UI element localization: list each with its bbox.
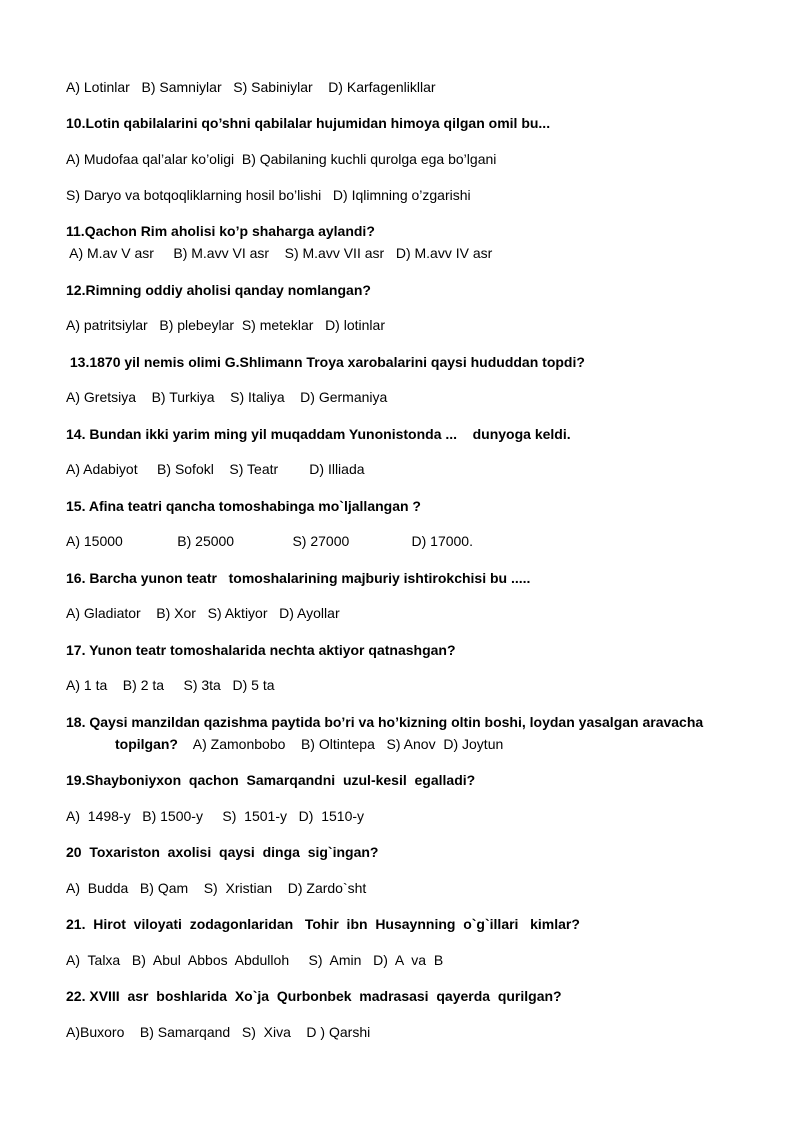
answer-options-18: A) Zamonbobo B) Oltintepa S) Anov D) Joytun bbox=[178, 736, 504, 752]
answer-options-17: A) 1 ta B) 2 ta S) 3ta D) 5 ta bbox=[66, 677, 275, 693]
answer-options-20: A) Budda B) Qam S) Xristian D) Zardo`sht bbox=[66, 880, 367, 896]
question-15: 15. Afina teatri qancha tomoshabinga mo`ljallangan ? bbox=[66, 498, 421, 514]
question-20: 20 Toxariston axolisi qaysi dinga sig`ingan? bbox=[66, 844, 379, 860]
question-18: 18. Qaysi manzildan qazishma paytida bo’ri va ho’kizning oltin boshi, loydan yasalgan aravacha bbox=[66, 714, 704, 730]
answer-options-13: A) Gretsiya B) Turkiya S) Italiya D) Germaniya bbox=[66, 389, 388, 405]
question-14: 14. Bundan ikki yarim ming yil muqaddam Yunonistonda ... dunyoga keldi. bbox=[66, 426, 571, 442]
question-18-tail: topilgan? bbox=[115, 736, 178, 752]
question-16: 16. Barcha yunon teatr tomoshalarining majburiy ishtirokchisi bu ..... bbox=[66, 570, 531, 586]
answer-options-22: A)Buxoro B) Samarqand S) Xiva D ) Qarshi bbox=[66, 1024, 371, 1040]
answer-options-12: A) patritsiylar B) plebeylar S) meteklar D) lotinlar bbox=[66, 317, 385, 333]
question-22: 22. XVIII asr boshlarida Xo`ja Qurbonbek madrasasi qayerda qurilgan? bbox=[66, 988, 562, 1004]
question-13: 13.1870 yil nemis olimi G.Shlimann Troya xarobalarini qaysi hududdan topdi? bbox=[66, 354, 585, 370]
question-21: 21. Hirot viloyati zodagonlaridan Tohir ibn Husaynning o`g`illari kimlar? bbox=[66, 916, 580, 932]
question-18-continuation bbox=[115, 735, 503, 753]
question-19: 19.Shayboniyxon qachon Samarqandni uzul-kesil egalladi? bbox=[66, 772, 476, 788]
question-11: 11.Qachon Rim aholisi ko’p shaharga aylandi? bbox=[66, 223, 375, 239]
answer-options-16: A) Gladiator B) Xor S) Aktiyor D) Ayollar bbox=[66, 605, 340, 621]
question-12: 12.Rimning oddiy aholisi qanday nomlangan? bbox=[66, 282, 371, 298]
answer-options-19: A) 1498-y B) 1500-y S) 1501-y D) 1510-y bbox=[66, 808, 365, 824]
answer-options-21: A) Talxa B) Abul Abbos Abdulloh S) Amin D) A va B bbox=[66, 952, 444, 968]
answer-options-11: A) M.av V asr B) M.avv VI asr S) M.avv VII asr D) M.avv IV asr bbox=[66, 245, 493, 261]
answer-options-14: A) Adabiyot B) Sofokl S) Teatr D) Illiada bbox=[66, 461, 365, 477]
answer-options-9: A) Lotinlar B) Samniylar S) Sabiniylar D) Karfagenlikllar bbox=[66, 79, 436, 95]
answer-options-10b: S) Daryo va botqoqliklarning hosil bo’lishi D) Iqlimning o’zgarishi bbox=[66, 187, 471, 203]
question-17: 17. Yunon teatr tomoshalarida nechta aktiyor qatnashgan? bbox=[66, 642, 456, 658]
question-10: 10.Lotin qabilalarini qo’shni qabilalar hujumidan himoya qilgan omil bu... bbox=[66, 115, 551, 131]
answer-options-15: A) 15000 B) 25000 S) 27000 D) 17000. bbox=[66, 533, 473, 549]
answer-options-10a: A) Mudofaa qal’alar ko’oligi B) Qabilaning kuchli qurolga ega bo’lgani bbox=[66, 151, 497, 167]
